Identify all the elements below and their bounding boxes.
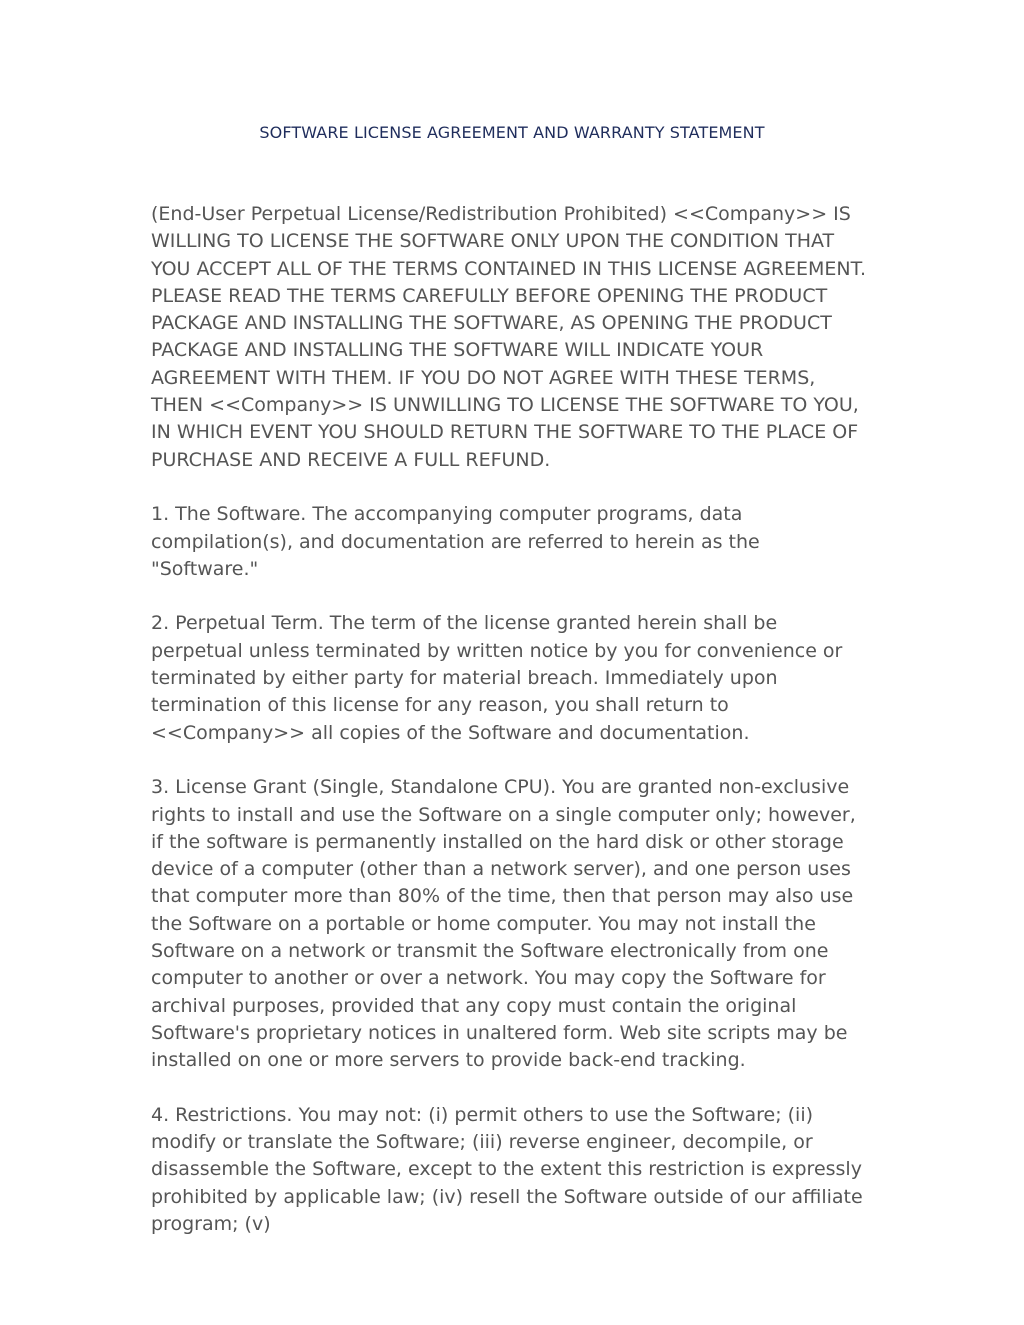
paragraph-preamble: (End-User Perpetual License/Redistribution Prohibited) <<Company>> IS WILLING TO LICENSE THE SOFTWARE ONLY UPON THE CONDITION THAT YOU ACCEPT ALL OF THE TERMS CONTAINED IN THIS LICENSE AGREEMENT. PLEASE READ THE TERMS CAREFULLY BEFORE OPENING THE PRODUCT PACKAGE AND INSTALLING THE SOFTWARE, AS OPENING THE PRODUCT PACKAGE AND INSTALLING THE SOFTWARE WILL INDICATE YOUR AGREEMENT WITH THEM. IF YOU DO NOT AGREE WITH THESE TERMS, THEN <<Company>> IS UNWILLING TO LICENSE THE SOFTWARE TO YOU, IN WHICH EVENT YOU SHOULD RETURN THE SOFTWARE TO THE PLACE OF PURCHASE AND RECEIVE A FULL REFUND.: [151, 203, 867, 471]
paragraph-perpetual-term: 2. Perpetual Term. The term of the license granted herein shall be perpetual unless terminated by written notice by you for convenience or terminated by either party for material breach. Immediately upon termination of this license for any reason, you shall return to <<Company>> all copies of the Software and documentation.: [151, 612, 843, 744]
paragraph-restrictions: 4. Restrictions. You may not: (i) permit others to use the Software; (ii) modify or translate the Software; (iii) reverse engineer, decompile, or disassemble the Software, except to the extent this restriction is expressly prohibited by applicable law; (iv) resell the Software outside of our affiliate program; (v): [151, 1103, 863, 1235]
paragraph-software: 1. The Software. The accompanying computer programs, data compilation(s), and documentation are referred to herein as the "Software.": [151, 503, 760, 580]
document-body: [151, 201, 873, 1238]
document-title: SOFTWARE LICENSE AGREEMENT AND WARRANTY STATEMENT: [259, 123, 765, 142]
paragraph-license-grant: 3. License Grant (Single, Standalone CPU). You are granted non-exclusive rights to install and use the Software on a single computer only; however, if the software is permanently installed on the hard disk or other storage device of a computer (other than a network server), and one person uses that computer more than 80% of the time, then that person may also use the Software on a portable or home computer. You may not install the Software on a network or transmit the Software electronically from one computer to another or over a network. You may copy the Software for archival purposes, provided that any copy must contain the original Software's proprietary notices in unaltered form. Web site scripts may be installed on one or more servers to provide back-end tracking.: [151, 776, 856, 1072]
